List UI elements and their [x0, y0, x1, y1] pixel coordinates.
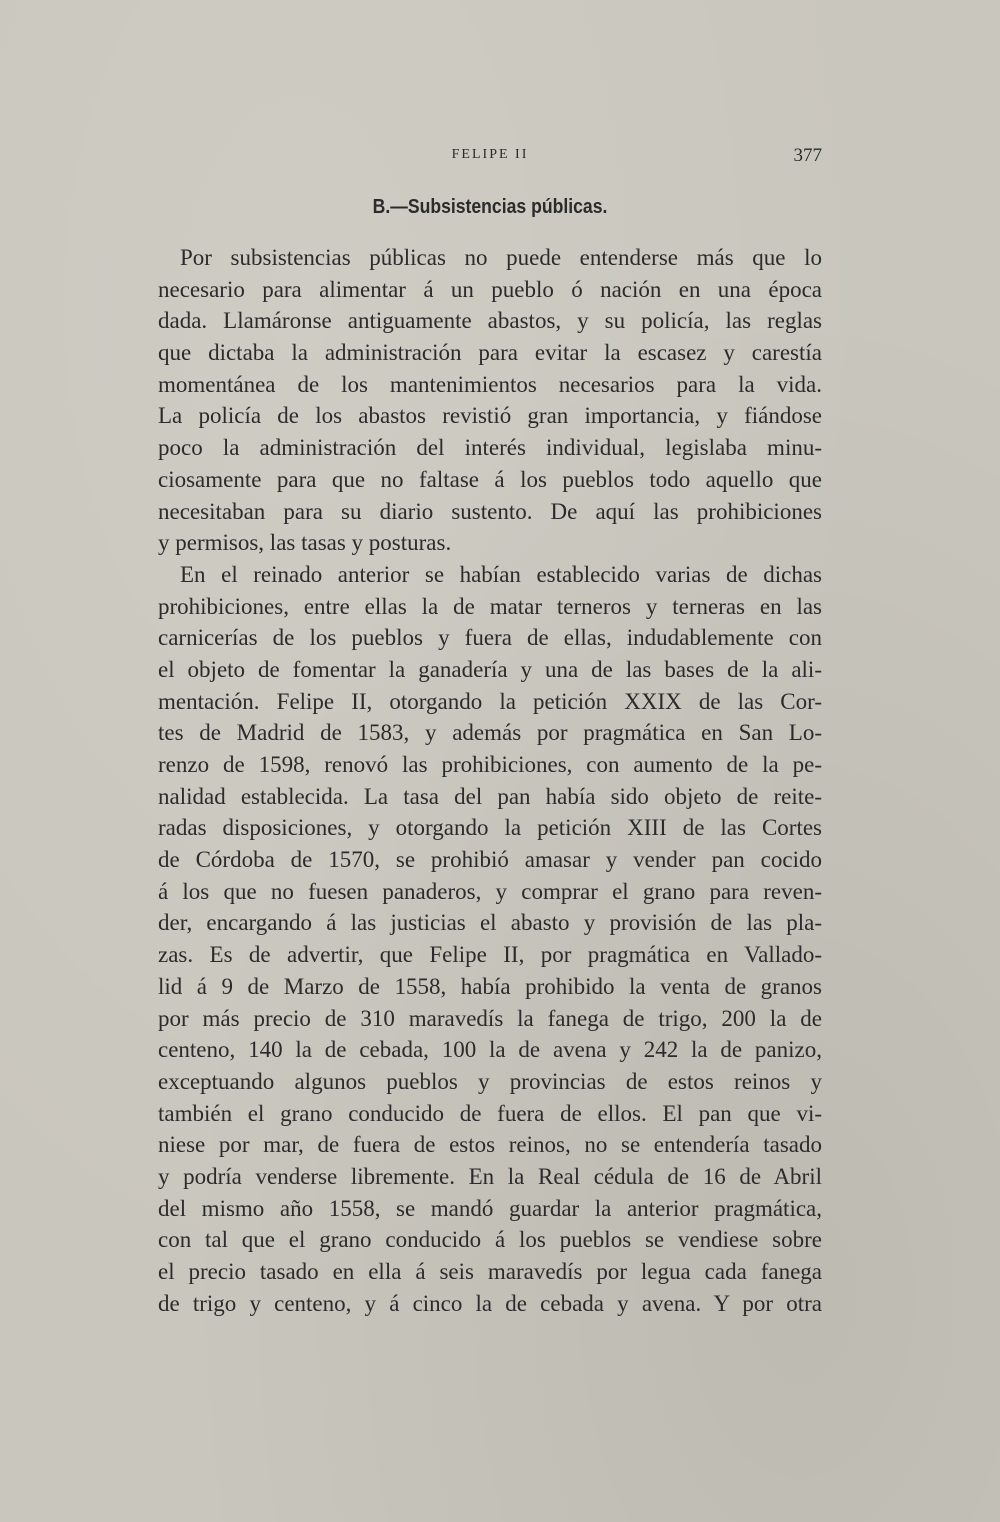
text-line: ciosamente para que no faltase á los pueblos todo aquello que — [158, 466, 822, 492]
text-line: tes de Madrid de 1583, y además por pragmática en San Lo- — [158, 720, 822, 746]
text-line: necesario para alimentar á un pueblo ó nación en una época — [158, 276, 822, 302]
text-line: renzo de 1598, renovó las prohibiciones, con aumento de la pe- — [158, 752, 822, 777]
text-line: centeno, 140 la de cebada, 100 la de avena y 242 la de panizo, — [158, 1037, 822, 1063]
text-line: de Córdoba de 1570, se prohibió amasar y vender pan cocido — [158, 847, 822, 873]
text-line: y permisos, las tasas y posturas. — [158, 530, 452, 556]
text-line: poco la administración del interés individual, legislaba minu- — [158, 435, 822, 461]
text-line: lid á 9 de Marzo de 1558, había prohibido la venta de granos — [158, 973, 822, 999]
text-line: Por subsistencias públicas no puede entenderse más que lo — [180, 245, 822, 270]
text-line: el precio tasado en ella á seis maravedís por legua cada fanega — [158, 1259, 822, 1284]
section-heading: B.—Subsistencias públicas. — [372, 196, 608, 218]
text-line: y podría venderse libremente. En la Real cédula de 16 de Abril — [158, 1163, 822, 1189]
text-line: En el reinado anterior se habían establecido varias de dichas — [180, 561, 822, 587]
text-line: del mismo año 1558, se mandó guardar la anterior pragmática, — [158, 1195, 822, 1221]
text-line: mentación. Felipe II, otorgando la petición XXIX de las Cor- — [158, 688, 822, 714]
running-title: FELIPE II — [451, 147, 529, 162]
text-line: que dictaba la administración para evitar la escasez y carestía — [158, 340, 822, 366]
text-line: niese por mar, de fuera de estos reinos, no se entendería tasado — [158, 1132, 822, 1158]
text-line: prohibiciones, entre ellas la de matar terneros y terneras en las — [158, 593, 822, 619]
text-line: radas disposiciones, y otorgando la petición XIII de las Cortes — [158, 815, 822, 841]
text-line: de trigo y centeno, y á cinco la de cebada y avena. Y por otra — [158, 1290, 822, 1316]
text-line: necesitaban para su diario sustento. De aquí las prohibiciones — [158, 498, 822, 524]
text-line: por más precio de 310 maravedís la fanega de trigo, 200 la de — [158, 1005, 822, 1031]
running-head — [158, 145, 822, 169]
text-line: con tal que el grano conducido á los pueblos se vendiese sobre — [158, 1227, 822, 1253]
text-line: dada. Llamáronse antiguamente abastos, y su policía, las reglas — [158, 308, 822, 334]
text-line: también el grano conducido de fuera de ellos. El pan que vi- — [158, 1100, 822, 1126]
page-number: 377 — [793, 145, 822, 166]
text-line: La policía de los abastos revistió gran importancia, y fiándose — [158, 403, 822, 429]
text-line: momentánea de los mantenimientos necesarios para la vida. — [158, 371, 822, 397]
text-line: exceptuando algunos pueblos y provincias de estos reinos y — [158, 1068, 822, 1094]
body-text — [158, 242, 822, 1319]
text-line: carnicerías de los pueblos y fuera de ellas, indudablemente con — [158, 625, 822, 651]
text-line: zas. Es de advertir, que Felipe II, por pragmática en Vallado- — [158, 942, 822, 968]
text-line: nalidad establecida. La tasa del pan había sido objeto de reite- — [158, 783, 822, 809]
text-line: der, encargando á las justicias el abasto y provisión de las pla- — [158, 910, 822, 936]
text-line: á los que no fuesen panaderos, y comprar el grano para reven- — [158, 878, 822, 904]
text-line: el objeto de fomentar la ganadería y una de las bases de la ali- — [158, 656, 822, 682]
